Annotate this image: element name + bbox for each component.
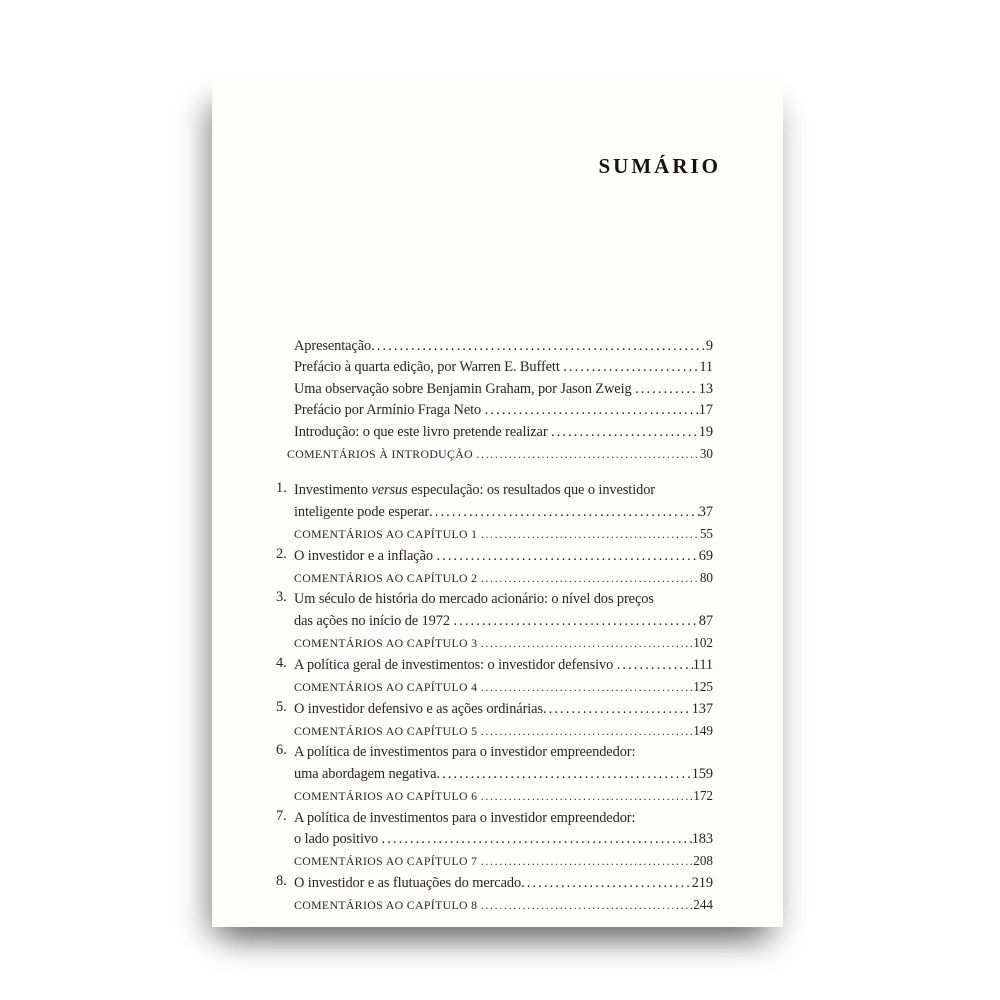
dot-leader [617,655,693,676]
page-title: SUMÁRIO [598,154,721,178]
page-number: 149 [693,722,713,738]
entry-text: Uma observação sobre Benjamin Graham, por Jason Zweig [294,380,636,397]
toc-front-matter [287,336,713,465]
toc-comment-entry [294,632,713,654]
toc-line [294,357,713,378]
entry-text: Prefácio por Armínio Fraga Neto [294,402,485,419]
page-number: 125 [693,679,713,695]
toc-line [294,502,713,523]
dot-leader [476,444,700,465]
chapter-number: 4. [276,654,287,671]
entry-text: COMENTÁRIOS AO CAPÍTULO 4 [294,680,481,695]
dot-leader [481,786,694,807]
page-number: 219 [691,874,713,891]
dot-leader [436,546,698,567]
entry-text: Investimento versus especulação: os resultados que o investidor [294,482,655,499]
toc-comment-entry [294,523,713,545]
chapter-number: 6. [276,742,287,759]
page-number: 87 [698,612,713,629]
entry-text: o lado positivo [294,830,382,847]
entry-text: COMENTÁRIOS AO CAPÍTULO 8 [294,898,481,913]
dot-leader [481,633,694,654]
page-number: 55 [699,526,713,542]
toc-entry [294,379,713,400]
entry-text: COMENTÁRIOS AO CAPÍTULO 6 [294,789,481,804]
chapter-number: 2. [276,545,287,562]
page-number: 19 [698,423,713,440]
toc-line [294,400,713,421]
page-number: 172 [693,788,713,804]
toc-line [294,764,713,785]
toc-line [294,480,713,501]
entry-text: COMENTÁRIOS AO CAPÍTULO 2 [294,571,481,586]
chapter-number: 8. [276,872,287,889]
toc-line [294,676,713,698]
chapter-number: 3. [276,589,287,606]
entry-text: Apresentação [294,338,372,354]
page-number: 80 [699,570,713,586]
toc-entry [276,545,713,567]
chapter-number: 7. [276,807,287,824]
toc-comment-entry [294,785,713,807]
entry-text: COMENTÁRIOS AO CAPÍTULO 1 [294,527,481,542]
toc-line [294,699,713,720]
entry-text: COMENTÁRIOS À INTRODUÇÃO [287,447,477,462]
toc-entry [276,589,713,632]
toc-line [294,422,713,443]
page-number: 37 [698,503,713,520]
toc-entry [294,336,713,357]
entry-text: uma abordagem negativa [294,765,437,782]
entry-text: O investidor defensivo e as ações ordinárias [294,700,543,717]
book-page [212,73,783,927]
toc-line [294,655,713,676]
page-number: 13 [698,380,713,397]
toc-comment-entry [294,894,713,916]
toc-comment-entry [294,676,713,698]
dot-leader [481,524,700,545]
entry-text: COMENTÁRIOS AO CAPÍTULO 3 [294,636,481,651]
dot-leader [543,699,692,720]
dot-leader [453,611,698,632]
entry-text: A política de investimentos para o investidor empreendedor: [294,744,636,761]
dot-leader [429,502,699,523]
toc-line [294,829,713,850]
entry-text: COMENTÁRIOS AO CAPÍTULO 5 [294,723,481,738]
toc-line [294,336,713,357]
table-of-contents [276,336,713,917]
toc-comment-entry [294,567,713,589]
dot-leader [481,568,700,589]
toc-entry [276,872,713,894]
toc-comment-entry [287,443,713,465]
toc-line [294,742,713,763]
page-number: 17 [698,402,713,419]
toc-line [294,894,713,916]
chapter-number: 5. [276,698,287,715]
dot-leader [481,677,694,698]
toc-line [294,567,713,589]
toc-entry [294,422,713,443]
toc-line [294,379,713,400]
toc-entry [276,654,713,676]
toc-line [294,850,713,872]
page-number: 69 [698,547,713,564]
page-number: 102 [693,635,713,651]
page-number: 11 [699,359,713,376]
page-number: 111 [692,656,713,673]
entry-text: inteligente pode esperar [294,503,430,520]
toc-entry [276,742,713,785]
entry-text: Prefácio à quarta edição, por Warren E. Buffett [294,359,564,376]
toc-line [294,546,713,567]
dot-leader [521,873,692,894]
entry-text: das ações no início de 1972 [294,612,454,629]
toc-entry [294,400,713,421]
toc-line [294,611,713,632]
entry-text: O investidor e a inflação [294,547,437,564]
toc-line [294,720,713,742]
dot-leader [382,829,692,850]
toc-entry [294,357,713,378]
dot-leader [485,400,699,421]
entry-text: A política geral de investimentos: o investidor defensivo [294,656,617,673]
dot-leader [635,379,699,400]
entry-text: Introdução: o que este livro pretende realizar [294,423,552,440]
page-number: 183 [691,830,713,847]
toc-line [294,523,713,545]
page-number: 9 [705,338,713,354]
dot-leader [436,764,691,785]
dot-leader [481,851,694,872]
entry-text: O investidor e as flutuações do mercado [294,874,522,891]
dot-leader [371,336,706,357]
toc-chapters [276,480,713,916]
dot-leader [563,357,699,378]
toc-entry [276,807,713,851]
toc-comment-entry [294,720,713,742]
page-number: 137 [691,700,713,717]
toc-line [294,632,713,654]
entry-text: COMENTÁRIOS AO CAPÍTULO 7 [294,854,481,869]
entry-text: A política de investimentos para o investidor empreendedor: [294,809,636,826]
page-number: 244 [693,897,713,913]
page-number: 208 [693,853,713,869]
toc-line [294,808,713,829]
toc-line [294,873,713,894]
toc-entry [276,698,713,720]
toc-line [294,785,713,807]
chapter-number: 1. [276,480,287,497]
toc-comment-entry [294,850,713,872]
toc-entry [276,480,713,523]
page-number: 30 [699,446,713,462]
dot-leader [481,895,694,916]
entry-text: Um século de história do mercado acionário: o nível dos preços [294,591,654,608]
page-number: 159 [691,765,713,782]
toc-line [287,443,713,465]
dot-leader [551,422,699,443]
toc-line [294,589,713,610]
dot-leader [481,721,694,742]
